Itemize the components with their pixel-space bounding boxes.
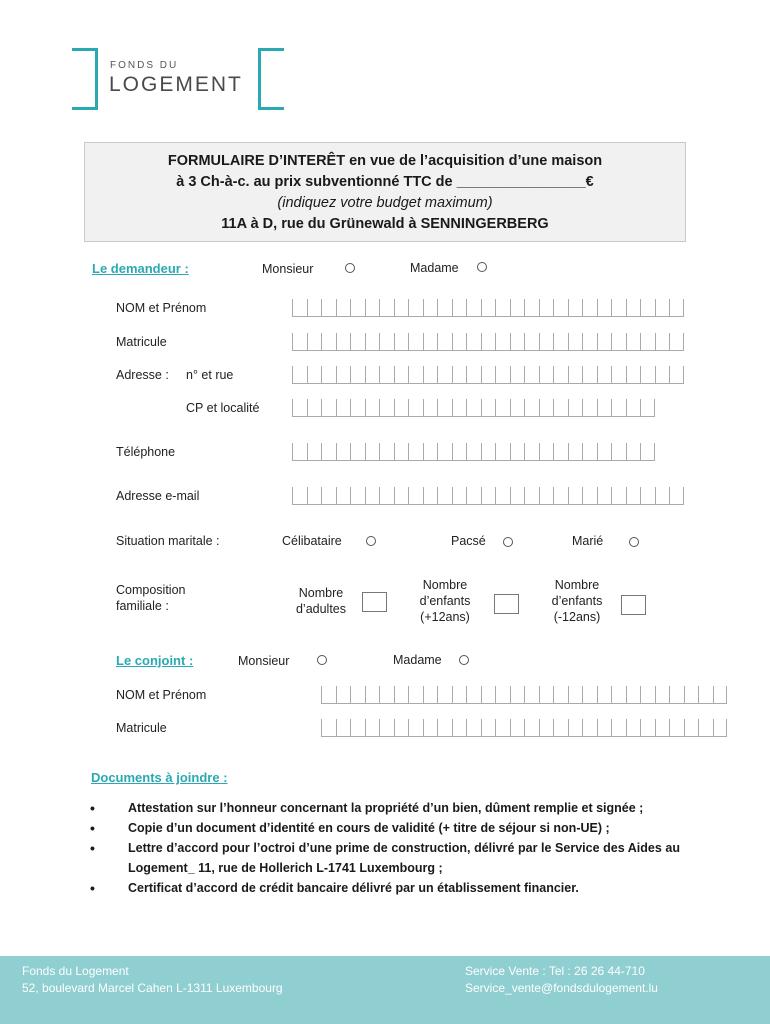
character-cell[interactable] — [510, 399, 525, 417]
character-cell[interactable] — [640, 366, 655, 384]
character-cell[interactable] — [292, 443, 307, 461]
character-cell[interactable] — [292, 299, 307, 317]
footer-street: 52, boulevard Marcel Cahen L-1311 Luxembourg — [22, 981, 283, 995]
character-cell[interactable] — [379, 299, 394, 317]
character-cell[interactable] — [568, 443, 583, 461]
character-cell[interactable] — [292, 399, 307, 417]
enfants-plus12-input[interactable] — [494, 594, 519, 614]
character-cell[interactable] — [655, 333, 670, 351]
conjoint-heading: Le conjoint : — [116, 653, 194, 668]
document-item — [90, 878, 680, 898]
cp-localite-label: CP et localité — [186, 401, 260, 415]
character-cell[interactable] — [336, 443, 351, 461]
rue-label: n° et rue — [186, 368, 234, 382]
character-cell[interactable] — [336, 487, 351, 505]
character-cell[interactable] — [655, 719, 670, 737]
character-cell[interactable] — [582, 399, 597, 417]
logo-left-bracket — [72, 48, 98, 110]
character-cell[interactable] — [626, 399, 641, 417]
character-cell[interactable] — [669, 333, 684, 351]
enf-moins-line2: d’enfants — [551, 594, 603, 608]
character-cell[interactable] — [336, 333, 351, 351]
character-cell[interactable] — [466, 443, 481, 461]
character-cell[interactable] — [669, 299, 684, 317]
character-cell[interactable] — [379, 443, 394, 461]
character-cell[interactable] — [626, 366, 641, 384]
character-cell[interactable] — [321, 719, 336, 737]
title-line3: (indiquez votre budget maximum) — [277, 195, 493, 211]
character-cell[interactable] — [437, 366, 452, 384]
character-cell[interactable] — [655, 299, 670, 317]
character-cell[interactable] — [466, 487, 481, 505]
character-cell[interactable] — [568, 719, 583, 737]
matricule-label: Matricule — [116, 335, 167, 349]
character-cell[interactable] — [611, 299, 626, 317]
composition-label-1: Composition — [116, 583, 186, 597]
character-cell[interactable] — [307, 487, 322, 505]
enf-moins-line3: (-12ans) — [553, 610, 601, 624]
character-cell[interactable] — [640, 719, 655, 737]
conjoint-matricule-label: Matricule — [116, 721, 167, 735]
nombre-adultes-label — [282, 585, 360, 617]
character-cell[interactable] — [321, 443, 336, 461]
character-cell[interactable] — [350, 299, 365, 317]
character-cell[interactable] — [394, 443, 409, 461]
character-cell[interactable] — [510, 299, 525, 317]
character-cell[interactable] — [307, 399, 322, 417]
character-cell[interactable] — [481, 443, 496, 461]
conjoint-madame-label: Madame — [393, 653, 442, 667]
character-cell[interactable] — [640, 443, 655, 461]
celibataire-radio[interactable] — [366, 536, 376, 546]
matricule-field[interactable] — [292, 333, 684, 351]
character-cell[interactable] — [408, 686, 423, 704]
character-cell[interactable] — [626, 686, 641, 704]
pacse-label: Pacsé — [451, 534, 486, 548]
character-cell[interactable] — [510, 366, 525, 384]
character-cell[interactable] — [597, 487, 612, 505]
character-cell[interactable] — [365, 487, 380, 505]
character-cell[interactable] — [394, 399, 409, 417]
character-cell[interactable] — [539, 719, 554, 737]
enf-plus-line1: Nombre — [422, 578, 468, 592]
character-cell[interactable] — [321, 299, 336, 317]
character-cell[interactable] — [524, 299, 539, 317]
character-cell[interactable] — [684, 686, 699, 704]
adresse-label: Adresse : — [116, 368, 169, 382]
footer-contact — [465, 963, 658, 997]
character-cell[interactable] — [336, 366, 351, 384]
character-cell[interactable] — [553, 399, 568, 417]
character-cell[interactable] — [568, 299, 583, 317]
character-cell[interactable] — [713, 686, 728, 704]
celibataire-label: Célibataire — [282, 534, 342, 548]
character-cell[interactable] — [307, 299, 322, 317]
document-item — [90, 798, 680, 818]
character-cell[interactable] — [423, 719, 438, 737]
character-cell[interactable] — [655, 487, 670, 505]
character-cell[interactable] — [553, 333, 568, 351]
character-cell[interactable] — [495, 686, 510, 704]
character-cell[interactable] — [539, 333, 554, 351]
character-cell[interactable] — [582, 686, 597, 704]
character-cell[interactable] — [423, 299, 438, 317]
character-cell[interactable] — [510, 443, 525, 461]
character-cell[interactable] — [350, 686, 365, 704]
demandeur-madame-radio[interactable] — [477, 262, 487, 272]
enf-plus-line3: (+12ans) — [420, 610, 470, 624]
character-cell[interactable] — [582, 719, 597, 737]
marie-label: Marié — [572, 534, 604, 548]
character-cell[interactable] — [640, 487, 655, 505]
nombre-adultes-input[interactable] — [362, 592, 387, 612]
character-cell[interactable] — [626, 443, 641, 461]
conjoint-nom-prenom-field[interactable] — [321, 686, 727, 704]
character-cell[interactable] — [640, 399, 655, 417]
character-cell[interactable] — [626, 299, 641, 317]
demandeur-heading: Le demandeur : — [92, 261, 189, 276]
character-cell[interactable] — [553, 686, 568, 704]
character-cell[interactable] — [611, 399, 626, 417]
character-cell[interactable] — [466, 686, 481, 704]
character-cell[interactable] — [640, 686, 655, 704]
character-cell[interactable] — [437, 719, 452, 737]
character-cell[interactable] — [524, 399, 539, 417]
character-cell[interactable] — [669, 686, 684, 704]
character-cell[interactable] — [611, 443, 626, 461]
character-cell[interactable] — [437, 487, 452, 505]
demandeur-monsieur-label: Monsieur — [262, 262, 314, 276]
character-cell[interactable] — [510, 333, 525, 351]
character-cell[interactable] — [582, 366, 597, 384]
character-cell[interactable] — [408, 399, 423, 417]
character-cell[interactable] — [452, 487, 467, 505]
character-cell[interactable] — [365, 399, 380, 417]
enfants-moins12-input[interactable] — [621, 595, 646, 615]
footer-address — [22, 963, 283, 997]
character-cell[interactable] — [495, 299, 510, 317]
character-cell[interactable] — [350, 443, 365, 461]
character-cell[interactable] — [466, 333, 481, 351]
character-cell[interactable] — [321, 399, 336, 417]
character-cell[interactable] — [394, 333, 409, 351]
document-item-text: Lettre d’accord pour l’octroi d’une prime de construction, délivré par le Service des Aides au Logement_ 11, rue de Hollerich L-1741 Luxembourg ; — [128, 841, 680, 875]
character-cell[interactable] — [495, 719, 510, 737]
character-cell[interactable] — [495, 399, 510, 417]
character-cell[interactable] — [394, 366, 409, 384]
cp-localite-field[interactable] — [292, 399, 655, 417]
documents-list — [90, 798, 680, 898]
character-cell[interactable] — [336, 299, 351, 317]
character-cell[interactable] — [626, 487, 641, 505]
character-cell[interactable] — [452, 299, 467, 317]
character-cell[interactable] — [394, 686, 409, 704]
enf-moins-line1: Nombre — [554, 578, 600, 592]
telephone-label: Téléphone — [116, 445, 176, 459]
character-cell[interactable] — [568, 487, 583, 505]
character-cell[interactable] — [452, 686, 467, 704]
character-cell[interactable] — [669, 719, 684, 737]
title-line1: FORMULAIRE D’INTERÊT en vue de l’acquisition d’une maison — [167, 153, 603, 169]
character-cell[interactable] — [481, 719, 496, 737]
character-cell[interactable] — [640, 299, 655, 317]
character-cell[interactable] — [423, 443, 438, 461]
character-cell[interactable] — [698, 686, 713, 704]
conjoint-madame-radio[interactable] — [459, 655, 469, 665]
character-cell[interactable] — [350, 366, 365, 384]
character-cell[interactable] — [495, 487, 510, 505]
character-cell[interactable] — [423, 333, 438, 351]
composition-label-2: familiale : — [116, 599, 169, 613]
character-cell[interactable] — [350, 487, 365, 505]
character-cell[interactable] — [524, 719, 539, 737]
rue-field[interactable] — [292, 366, 684, 384]
character-cell[interactable] — [437, 686, 452, 704]
character-cell[interactable] — [626, 719, 641, 737]
character-cell[interactable] — [698, 719, 713, 737]
character-cell[interactable] — [539, 366, 554, 384]
character-cell[interactable] — [481, 487, 496, 505]
character-cell[interactable] — [350, 719, 365, 737]
character-cell[interactable] — [365, 299, 380, 317]
footer-phone: Service Vente : Tel : 26 26 44-710 — [465, 964, 645, 978]
situation-maritale-label: Situation maritale : — [116, 534, 220, 548]
character-cell[interactable] — [655, 366, 670, 384]
character-cell[interactable] — [510, 686, 525, 704]
logo-right-bracket — [258, 48, 284, 110]
character-cell[interactable] — [611, 366, 626, 384]
logo-line1: FONDS DU — [110, 60, 179, 71]
bullet-icon: • — [90, 840, 95, 856]
character-cell[interactable] — [408, 443, 423, 461]
character-cell[interactable] — [669, 366, 684, 384]
character-cell[interactable] — [321, 333, 336, 351]
bullet-icon: • — [90, 800, 95, 816]
character-cell[interactable] — [452, 333, 467, 351]
adultes-line2: d’adultes — [295, 602, 347, 616]
adultes-line1: Nombre — [298, 586, 344, 600]
character-cell[interactable] — [524, 686, 539, 704]
character-cell[interactable] — [379, 333, 394, 351]
character-cell[interactable] — [611, 686, 626, 704]
character-cell[interactable] — [452, 443, 467, 461]
character-cell[interactable] — [408, 487, 423, 505]
character-cell[interactable] — [539, 487, 554, 505]
conjoint-matricule-field[interactable] — [321, 719, 727, 737]
character-cell[interactable] — [568, 366, 583, 384]
bullet-icon: • — [90, 820, 95, 836]
character-cell[interactable] — [684, 719, 699, 737]
character-cell[interactable] — [597, 366, 612, 384]
character-cell[interactable] — [292, 487, 307, 505]
character-cell[interactable] — [452, 719, 467, 737]
character-cell[interactable] — [408, 719, 423, 737]
character-cell[interactable] — [611, 333, 626, 351]
character-cell[interactable] — [524, 366, 539, 384]
bullet-icon: • — [90, 880, 95, 896]
character-cell[interactable] — [466, 399, 481, 417]
character-cell[interactable] — [626, 333, 641, 351]
character-cell[interactable] — [640, 333, 655, 351]
character-cell[interactable] — [553, 719, 568, 737]
document-item-text: Certificat d’accord de crédit bancaire délivré par un établissement financier. — [128, 881, 579, 895]
telephone-field[interactable] — [292, 443, 655, 461]
documents-heading: Documents à joindre : — [91, 770, 228, 785]
character-cell[interactable] — [582, 333, 597, 351]
character-cell[interactable] — [524, 487, 539, 505]
footer-org-name: Fonds du Logement — [22, 964, 129, 978]
email-field[interactable] — [292, 487, 684, 505]
title-line2: à 3 Ch-à-c. au prix subventionné TTC de ________________€ — [176, 174, 594, 190]
character-cell[interactable] — [365, 686, 380, 704]
character-cell[interactable] — [466, 366, 481, 384]
character-cell[interactable] — [394, 719, 409, 737]
character-cell[interactable] — [307, 443, 322, 461]
character-cell[interactable] — [539, 299, 554, 317]
character-cell[interactable] — [582, 299, 597, 317]
character-cell[interactable] — [379, 399, 394, 417]
title-line4: 11A à D, rue du Grünewald à SENNINGERBERG — [221, 216, 549, 232]
character-cell[interactable] — [597, 719, 612, 737]
character-cell[interactable] — [336, 399, 351, 417]
character-cell[interactable] — [495, 366, 510, 384]
character-cell[interactable] — [365, 333, 380, 351]
logo-line2: LOGEMENT — [109, 73, 243, 96]
character-cell[interactable] — [597, 399, 612, 417]
character-cell[interactable] — [713, 719, 728, 737]
character-cell[interactable] — [481, 686, 496, 704]
character-cell[interactable] — [481, 366, 496, 384]
character-cell[interactable] — [394, 487, 409, 505]
nom-prenom-label: NOM et Prénom — [116, 301, 207, 315]
character-cell[interactable] — [481, 399, 496, 417]
character-cell[interactable] — [408, 366, 423, 384]
character-cell[interactable] — [365, 443, 380, 461]
enfants-moins12-label — [536, 577, 618, 625]
character-cell[interactable] — [582, 443, 597, 461]
character-cell[interactable] — [437, 333, 452, 351]
character-cell[interactable] — [510, 719, 525, 737]
character-cell[interactable] — [553, 366, 568, 384]
demandeur-monsieur-radio[interactable] — [345, 263, 355, 273]
character-cell[interactable] — [394, 299, 409, 317]
enf-plus-line2: d’enfants — [419, 594, 471, 608]
character-cell[interactable] — [336, 686, 351, 704]
character-cell[interactable] — [321, 366, 336, 384]
character-cell[interactable] — [553, 299, 568, 317]
marie-radio[interactable] — [629, 537, 639, 547]
character-cell[interactable] — [365, 366, 380, 384]
character-cell[interactable] — [568, 686, 583, 704]
character-cell[interactable] — [292, 366, 307, 384]
page-footer — [0, 956, 770, 1024]
character-cell[interactable] — [379, 686, 394, 704]
character-cell[interactable] — [379, 719, 394, 737]
character-cell[interactable] — [437, 299, 452, 317]
character-cell[interactable] — [379, 366, 394, 384]
document-item — [90, 818, 680, 838]
conjoint-monsieur-label: Monsieur — [238, 654, 290, 668]
character-cell[interactable] — [553, 487, 568, 505]
character-cell[interactable] — [611, 487, 626, 505]
character-cell[interactable] — [524, 443, 539, 461]
character-cell[interactable] — [597, 299, 612, 317]
form-title-box — [84, 142, 686, 242]
character-cell[interactable] — [481, 299, 496, 317]
character-cell[interactable] — [292, 333, 307, 351]
character-cell[interactable] — [524, 333, 539, 351]
character-cell[interactable] — [336, 719, 351, 737]
character-cell[interactable] — [452, 366, 467, 384]
character-cell[interactable] — [423, 686, 438, 704]
character-cell[interactable] — [669, 487, 684, 505]
character-cell[interactable] — [321, 686, 336, 704]
conjoint-nom-prenom-label: NOM et Prénom — [116, 688, 207, 702]
character-cell[interactable] — [539, 399, 554, 417]
character-cell[interactable] — [597, 443, 612, 461]
character-cell[interactable] — [437, 399, 452, 417]
document-item-text: Copie d’un document d’identité en cours de validité (+ titre de séjour si non-UE) ; — [128, 821, 610, 835]
character-cell[interactable] — [307, 333, 322, 351]
character-cell[interactable] — [379, 487, 394, 505]
character-cell[interactable] — [408, 333, 423, 351]
character-cell[interactable] — [350, 399, 365, 417]
character-cell[interactable] — [553, 443, 568, 461]
character-cell[interactable] — [466, 719, 481, 737]
character-cell[interactable] — [481, 333, 496, 351]
character-cell[interactable] — [655, 686, 670, 704]
enfants-plus12-label — [404, 577, 486, 625]
character-cell[interactable] — [423, 487, 438, 505]
character-cell[interactable] — [597, 686, 612, 704]
pacse-radio[interactable] — [503, 537, 513, 547]
character-cell[interactable] — [568, 399, 583, 417]
character-cell[interactable] — [568, 333, 583, 351]
character-cell[interactable] — [611, 719, 626, 737]
character-cell[interactable] — [408, 299, 423, 317]
character-cell[interactable] — [437, 443, 452, 461]
document-item — [90, 838, 680, 878]
character-cell[interactable] — [452, 399, 467, 417]
footer-email: Service_vente@fondsdulogement.lu — [465, 981, 658, 995]
character-cell[interactable] — [539, 443, 554, 461]
character-cell[interactable] — [539, 686, 554, 704]
character-cell[interactable] — [423, 366, 438, 384]
character-cell[interactable] — [466, 299, 481, 317]
fonds-du-logement-logo — [72, 48, 284, 110]
email-label: Adresse e-mail — [116, 489, 200, 503]
demandeur-madame-label: Madame — [410, 261, 459, 275]
character-cell[interactable] — [307, 366, 322, 384]
nom-prenom-field[interactable] — [292, 299, 684, 317]
character-cell[interactable] — [321, 487, 336, 505]
character-cell[interactable] — [350, 333, 365, 351]
character-cell[interactable] — [495, 443, 510, 461]
character-cell[interactable] — [365, 719, 380, 737]
character-cell[interactable] — [510, 487, 525, 505]
character-cell[interactable] — [597, 333, 612, 351]
conjoint-monsieur-radio[interactable] — [317, 655, 327, 665]
document-item-text: Attestation sur l’honneur concernant la propriété d’un bien, dûment remplie et signée ; — [128, 801, 644, 815]
character-cell[interactable] — [423, 399, 438, 417]
character-cell[interactable] — [495, 333, 510, 351]
character-cell[interactable] — [582, 487, 597, 505]
